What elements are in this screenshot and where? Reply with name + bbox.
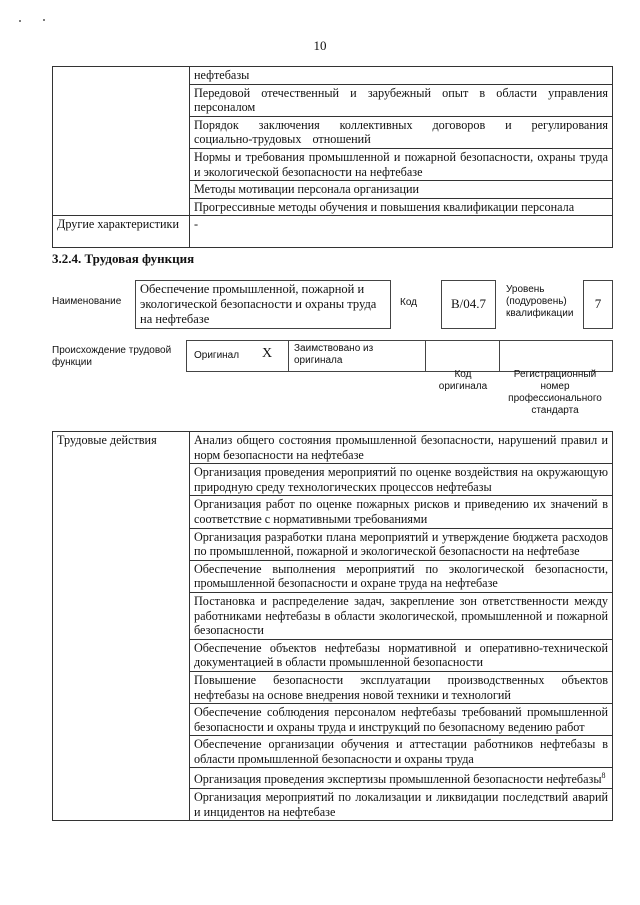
labor-action-item: Обеспечение соблюдения персоналом нефтебазы требований промышленной безопасности и охраны труда и инструкций по безопасному ведению работ xyxy=(190,704,613,736)
labor-action-item: Обеспечение организации обучения и аттестации работников нефтебазы в области промышленной безопасности и охраны труда xyxy=(190,736,613,768)
labor-action-item xyxy=(190,768,613,789)
knowledge-table xyxy=(52,66,613,248)
code-value: B/04.7 xyxy=(450,296,487,311)
labor-action-item: Обеспечение объектов нефтебазы нормативной и оперативно-технической документацией в области промышленной безопасности xyxy=(190,639,613,671)
scan-speck xyxy=(19,20,21,22)
borrowed-label: Заимствовано из оригинала xyxy=(294,343,374,366)
origin-reg-caption: Регистрационный номер профессионального стандарта xyxy=(508,369,602,416)
labor-action-item: Организация разработки плана мероприятий и утверждение бюджета расходов по промышленной, пожарной и экологической безопасности на нефтебазе xyxy=(190,528,613,560)
knowledge-item: Нормы и требования промышленной и пожарной безопасности, охраны труда и экологической безопасности на нефтебазе xyxy=(190,148,613,180)
page-number: 10 xyxy=(313,38,327,53)
original-label: Оригинал xyxy=(194,350,240,361)
labor-action-item: Организация мероприятий по локализации и ликвидации последствий аварий и инцидентов на нефтебазе xyxy=(190,789,613,821)
name-value: Обеспечение промышленной, пожарной и экологической безопасности и охраны труда на нефтебазе xyxy=(140,282,377,326)
labor-action-item: Постановка и распределение задач, закрепление зон ответственности между работниками нефтебазы в области экологической, промышленной и пожарной безопасности xyxy=(190,592,613,639)
labor-actions-table xyxy=(52,431,613,821)
knowledge-item: Передовой отечественный и зарубежный опыт в области управления персоналом xyxy=(190,84,613,116)
labor-action-item: Организация работ по оценке пожарных рисков и приведению их значений в соответствие с нормативными требованиями xyxy=(190,496,613,528)
labor-action-text: Организация проведения экспертизы промышленной безопасности нефтебазы xyxy=(194,772,602,787)
origin-divider xyxy=(288,340,289,372)
labor-actions-label: Трудовые действия xyxy=(53,432,190,821)
knowledge-item: Порядок заключения коллективных договоров и регулирования социально-трудовых отношений xyxy=(190,116,613,148)
footnote-mark: 8 xyxy=(601,771,606,781)
left-empty-cell xyxy=(53,67,190,216)
labor-action-item: Организация проведения мероприятий по оценке воздействия на окружающую природную среду технологических процессов нефтебазы xyxy=(190,464,613,496)
origin-label: Происхождение трудовой функции xyxy=(52,345,172,368)
scan-speck xyxy=(43,19,45,21)
knowledge-item: Прогрессивные методы обучения и повышения квалификации персонала xyxy=(190,198,613,216)
knowledge-item: нефтебазы xyxy=(190,67,613,85)
labor-action-item: Обеспечение выполнения мероприятий по экологической безопасности, промышленной безопасности и охране труда на нефтебазе xyxy=(190,560,613,592)
labor-action-item: Анализ общего состояния промышленной безопасности, нарушений правил и норм безопасности на нефтебазе xyxy=(190,432,613,464)
other-characteristics-label: Другие характеристики xyxy=(53,216,190,248)
origin-code-box xyxy=(426,340,500,372)
labor-action-item: Повышение безопасности эксплуатации производственных объектов нефтебазы на основе внедрения новой техники и технологий xyxy=(190,671,613,703)
origin-code-caption: Код оригинала xyxy=(438,369,488,392)
name-label: Наименование xyxy=(52,296,122,307)
knowledge-item: Методы мотивации персонала организации xyxy=(190,181,613,199)
level-label: Уровень (подуровень) квалификации xyxy=(506,284,574,319)
code-label: Код xyxy=(400,297,418,308)
level-value: 7 xyxy=(594,296,602,311)
origin-reg-box xyxy=(500,340,613,372)
original-mark: X xyxy=(262,346,273,361)
other-characteristics-value: - xyxy=(190,216,613,248)
section-title: 3.2.4. Трудовая функция xyxy=(52,251,195,266)
